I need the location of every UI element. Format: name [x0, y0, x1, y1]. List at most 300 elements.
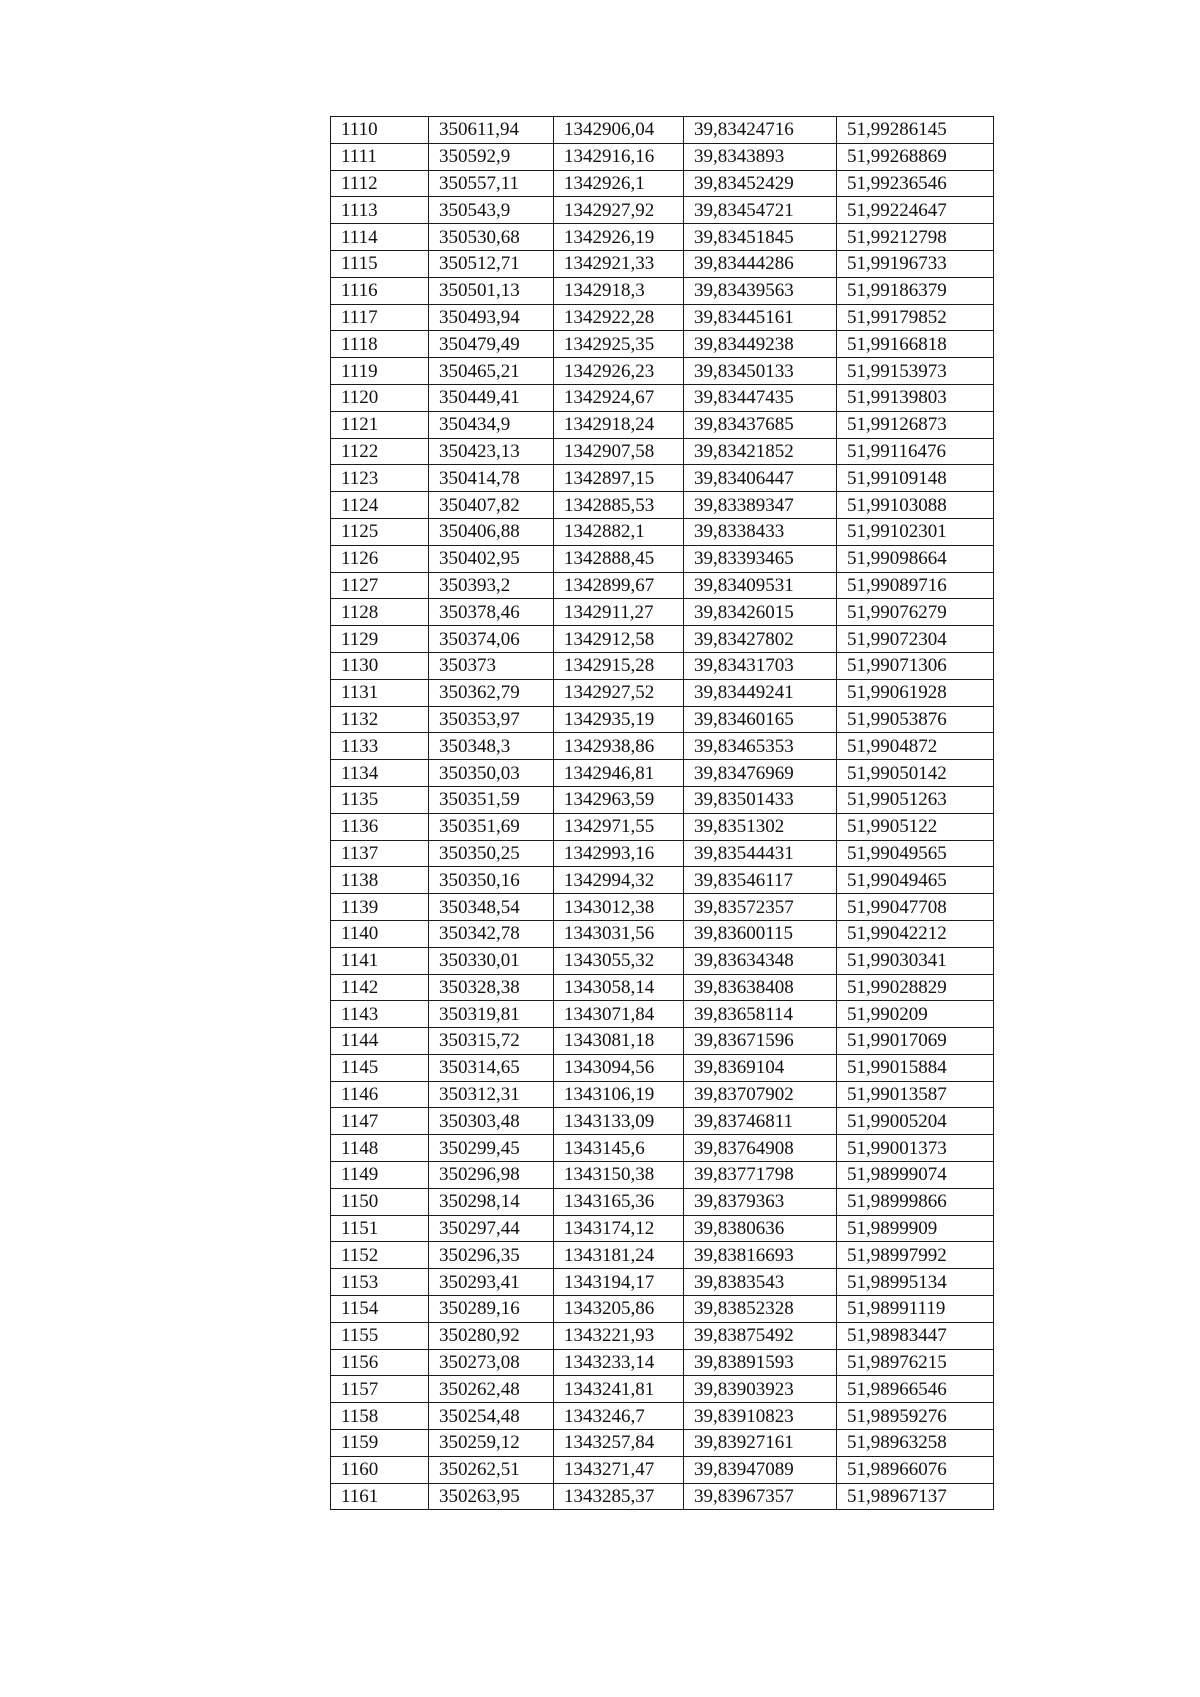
table-row — [331, 920, 994, 947]
latitude-cell: 39,83421852 — [684, 438, 837, 465]
y-coordinate-cell: 1342907,58 — [554, 438, 684, 465]
table-row — [331, 1349, 994, 1376]
x-coordinate-cell: 350501,13 — [429, 277, 554, 304]
x-coordinate-cell: 350350,03 — [429, 760, 554, 787]
point-number-cell: 1134 — [331, 760, 429, 787]
y-coordinate-cell: 1343271,47 — [554, 1456, 684, 1483]
longitude-cell: 51,99015884 — [837, 1054, 994, 1081]
latitude-cell: 39,83852328 — [684, 1296, 837, 1323]
point-number-cell: 1117 — [331, 304, 429, 331]
y-coordinate-cell: 1343106,19 — [554, 1081, 684, 1108]
latitude-cell: 39,83476969 — [684, 760, 837, 787]
table-row — [331, 143, 994, 170]
x-coordinate-cell: 350297,44 — [429, 1215, 554, 1242]
table-row — [331, 518, 994, 545]
table-row — [331, 250, 994, 277]
x-coordinate-cell: 350406,88 — [429, 518, 554, 545]
y-coordinate-cell: 1342888,45 — [554, 545, 684, 572]
longitude-cell: 51,99186379 — [837, 277, 994, 304]
latitude-cell: 39,8343893 — [684, 143, 837, 170]
table-row — [331, 1322, 994, 1349]
x-coordinate-cell: 350259,12 — [429, 1430, 554, 1457]
x-coordinate-cell: 350449,41 — [429, 384, 554, 411]
point-number-cell: 1121 — [331, 411, 429, 438]
y-coordinate-cell: 1342924,67 — [554, 384, 684, 411]
x-coordinate-cell: 350254,48 — [429, 1403, 554, 1430]
x-coordinate-cell: 350592,9 — [429, 143, 554, 170]
longitude-cell: 51,99103088 — [837, 492, 994, 519]
latitude-cell: 39,83449238 — [684, 331, 837, 358]
y-coordinate-cell: 1342918,24 — [554, 411, 684, 438]
y-coordinate-cell: 1342994,32 — [554, 867, 684, 894]
x-coordinate-cell: 350543,9 — [429, 197, 554, 224]
latitude-cell: 39,83431703 — [684, 652, 837, 679]
x-coordinate-cell: 350374,06 — [429, 626, 554, 653]
table-row — [331, 1242, 994, 1269]
longitude-cell: 51,99196733 — [837, 250, 994, 277]
table-row — [331, 277, 994, 304]
latitude-cell: 39,83501433 — [684, 786, 837, 813]
x-coordinate-cell: 350296,98 — [429, 1162, 554, 1189]
latitude-cell: 39,83437685 — [684, 411, 837, 438]
x-coordinate-cell: 350319,81 — [429, 1001, 554, 1028]
table-row — [331, 170, 994, 197]
point-number-cell: 1158 — [331, 1403, 429, 1430]
y-coordinate-cell: 1342922,28 — [554, 304, 684, 331]
point-number-cell: 1114 — [331, 224, 429, 251]
latitude-cell: 39,83671596 — [684, 1028, 837, 1055]
latitude-cell: 39,83903923 — [684, 1376, 837, 1403]
y-coordinate-cell: 1342912,58 — [554, 626, 684, 653]
longitude-cell: 51,99030341 — [837, 947, 994, 974]
table-row — [331, 492, 994, 519]
longitude-cell: 51,99179852 — [837, 304, 994, 331]
longitude-cell: 51,99051263 — [837, 786, 994, 813]
longitude-cell: 51,99005204 — [837, 1108, 994, 1135]
point-number-cell: 1123 — [331, 465, 429, 492]
y-coordinate-cell: 1343150,38 — [554, 1162, 684, 1189]
latitude-cell: 39,83427802 — [684, 626, 837, 653]
latitude-cell: 39,83449241 — [684, 679, 837, 706]
latitude-cell: 39,83600115 — [684, 920, 837, 947]
point-number-cell: 1155 — [331, 1322, 429, 1349]
table-row — [331, 411, 994, 438]
y-coordinate-cell: 1343174,12 — [554, 1215, 684, 1242]
coordinates-table — [330, 116, 994, 1510]
longitude-cell: 51,99076279 — [837, 599, 994, 626]
latitude-cell: 39,83967357 — [684, 1483, 837, 1510]
longitude-cell: 51,99212798 — [837, 224, 994, 251]
y-coordinate-cell: 1343285,37 — [554, 1483, 684, 1510]
latitude-cell: 39,83444286 — [684, 250, 837, 277]
longitude-cell: 51,99224647 — [837, 197, 994, 224]
y-coordinate-cell: 1342993,16 — [554, 840, 684, 867]
y-coordinate-cell: 1343181,24 — [554, 1242, 684, 1269]
point-number-cell: 1150 — [331, 1188, 429, 1215]
latitude-cell: 39,83454721 — [684, 197, 837, 224]
y-coordinate-cell: 1343012,38 — [554, 894, 684, 921]
point-number-cell: 1119 — [331, 358, 429, 385]
y-coordinate-cell: 1342971,55 — [554, 813, 684, 840]
x-coordinate-cell: 350350,25 — [429, 840, 554, 867]
table-row — [331, 572, 994, 599]
point-number-cell: 1118 — [331, 331, 429, 358]
point-number-cell: 1154 — [331, 1296, 429, 1323]
y-coordinate-cell: 1343221,93 — [554, 1322, 684, 1349]
latitude-cell: 39,83452429 — [684, 170, 837, 197]
y-coordinate-cell: 1343205,86 — [554, 1296, 684, 1323]
table-row — [331, 1215, 994, 1242]
y-coordinate-cell: 1342882,1 — [554, 518, 684, 545]
x-coordinate-cell: 350557,11 — [429, 170, 554, 197]
point-number-cell: 1125 — [331, 518, 429, 545]
longitude-cell: 51,98997992 — [837, 1242, 994, 1269]
x-coordinate-cell: 350512,71 — [429, 250, 554, 277]
x-coordinate-cell: 350273,08 — [429, 1349, 554, 1376]
point-number-cell: 1113 — [331, 197, 429, 224]
latitude-cell: 39,83450133 — [684, 358, 837, 385]
latitude-cell: 39,83544431 — [684, 840, 837, 867]
longitude-cell: 51,98991119 — [837, 1296, 994, 1323]
x-coordinate-cell: 350312,31 — [429, 1081, 554, 1108]
latitude-cell: 39,8351302 — [684, 813, 837, 840]
latitude-cell: 39,83451845 — [684, 224, 837, 251]
table-row — [331, 197, 994, 224]
y-coordinate-cell: 1343233,14 — [554, 1349, 684, 1376]
longitude-cell: 51,99153973 — [837, 358, 994, 385]
y-coordinate-cell: 1342935,19 — [554, 706, 684, 733]
x-coordinate-cell: 350280,92 — [429, 1322, 554, 1349]
latitude-cell: 39,83634348 — [684, 947, 837, 974]
longitude-cell: 51,99053876 — [837, 706, 994, 733]
x-coordinate-cell: 350351,69 — [429, 813, 554, 840]
point-number-cell: 1152 — [331, 1242, 429, 1269]
table-row — [331, 652, 994, 679]
longitude-cell: 51,99017069 — [837, 1028, 994, 1055]
latitude-cell: 39,8338433 — [684, 518, 837, 545]
longitude-cell: 51,9899909 — [837, 1215, 994, 1242]
table-row — [331, 545, 994, 572]
y-coordinate-cell: 1342916,16 — [554, 143, 684, 170]
y-coordinate-cell: 1342911,27 — [554, 599, 684, 626]
latitude-cell: 39,8383543 — [684, 1269, 837, 1296]
x-coordinate-cell: 350530,68 — [429, 224, 554, 251]
table-row — [331, 438, 994, 465]
point-number-cell: 1148 — [331, 1135, 429, 1162]
longitude-cell: 51,99071306 — [837, 652, 994, 679]
point-number-cell: 1130 — [331, 652, 429, 679]
longitude-cell: 51,99028829 — [837, 974, 994, 1001]
y-coordinate-cell: 1342921,33 — [554, 250, 684, 277]
y-coordinate-cell: 1343145,6 — [554, 1135, 684, 1162]
y-coordinate-cell: 1342899,67 — [554, 572, 684, 599]
y-coordinate-cell: 1342926,19 — [554, 224, 684, 251]
latitude-cell: 39,8369104 — [684, 1054, 837, 1081]
table-row — [331, 358, 994, 385]
longitude-cell: 51,98999074 — [837, 1162, 994, 1189]
point-number-cell: 1129 — [331, 626, 429, 653]
latitude-cell: 39,83406447 — [684, 465, 837, 492]
point-number-cell: 1116 — [331, 277, 429, 304]
y-coordinate-cell: 1342926,23 — [554, 358, 684, 385]
x-coordinate-cell: 350314,65 — [429, 1054, 554, 1081]
x-coordinate-cell: 350611,94 — [429, 117, 554, 144]
y-coordinate-cell: 1343246,7 — [554, 1403, 684, 1430]
latitude-cell: 39,83426015 — [684, 599, 837, 626]
point-number-cell: 1126 — [331, 545, 429, 572]
latitude-cell: 39,83546117 — [684, 867, 837, 894]
table-row — [331, 331, 994, 358]
x-coordinate-cell: 350348,54 — [429, 894, 554, 921]
y-coordinate-cell: 1342927,92 — [554, 197, 684, 224]
y-coordinate-cell: 1343257,84 — [554, 1430, 684, 1457]
x-coordinate-cell: 350351,59 — [429, 786, 554, 813]
table-row — [331, 813, 994, 840]
table-row — [331, 1296, 994, 1323]
point-number-cell: 1115 — [331, 250, 429, 277]
latitude-cell: 39,83447435 — [684, 384, 837, 411]
y-coordinate-cell: 1342918,3 — [554, 277, 684, 304]
longitude-cell: 51,98976215 — [837, 1349, 994, 1376]
y-coordinate-cell: 1342938,86 — [554, 733, 684, 760]
x-coordinate-cell: 350407,82 — [429, 492, 554, 519]
x-coordinate-cell: 350299,45 — [429, 1135, 554, 1162]
y-coordinate-cell: 1343058,14 — [554, 974, 684, 1001]
point-number-cell: 1140 — [331, 920, 429, 947]
longitude-cell: 51,99166818 — [837, 331, 994, 358]
x-coordinate-cell: 350434,9 — [429, 411, 554, 438]
x-coordinate-cell: 350353,97 — [429, 706, 554, 733]
table-row — [331, 599, 994, 626]
table-row — [331, 1108, 994, 1135]
longitude-cell: 51,99098664 — [837, 545, 994, 572]
latitude-cell: 39,83393465 — [684, 545, 837, 572]
table-row — [331, 840, 994, 867]
y-coordinate-cell: 1343055,32 — [554, 947, 684, 974]
y-coordinate-cell: 1343081,18 — [554, 1028, 684, 1055]
longitude-cell: 51,99042212 — [837, 920, 994, 947]
table-row — [331, 867, 994, 894]
x-coordinate-cell: 350296,35 — [429, 1242, 554, 1269]
y-coordinate-cell: 1343031,56 — [554, 920, 684, 947]
x-coordinate-cell: 350262,48 — [429, 1376, 554, 1403]
longitude-cell: 51,99109148 — [837, 465, 994, 492]
longitude-cell: 51,99089716 — [837, 572, 994, 599]
point-number-cell: 1147 — [331, 1108, 429, 1135]
latitude-cell: 39,83875492 — [684, 1322, 837, 1349]
latitude-cell: 39,83927161 — [684, 1430, 837, 1457]
x-coordinate-cell: 350362,79 — [429, 679, 554, 706]
point-number-cell: 1133 — [331, 733, 429, 760]
longitude-cell: 51,99116476 — [837, 438, 994, 465]
point-number-cell: 1153 — [331, 1269, 429, 1296]
x-coordinate-cell: 350262,51 — [429, 1456, 554, 1483]
y-coordinate-cell: 1343133,09 — [554, 1108, 684, 1135]
point-number-cell: 1151 — [331, 1215, 429, 1242]
point-number-cell: 1139 — [331, 894, 429, 921]
y-coordinate-cell: 1342927,52 — [554, 679, 684, 706]
point-number-cell: 1122 — [331, 438, 429, 465]
point-number-cell: 1112 — [331, 170, 429, 197]
x-coordinate-cell: 350493,94 — [429, 304, 554, 331]
latitude-cell: 39,83771798 — [684, 1162, 837, 1189]
latitude-cell: 39,83764908 — [684, 1135, 837, 1162]
point-number-cell: 1141 — [331, 947, 429, 974]
latitude-cell: 39,83389347 — [684, 492, 837, 519]
longitude-cell: 51,9905122 — [837, 813, 994, 840]
longitude-cell: 51,99268869 — [837, 143, 994, 170]
longitude-cell: 51,98959276 — [837, 1403, 994, 1430]
x-coordinate-cell: 350414,78 — [429, 465, 554, 492]
latitude-cell: 39,83707902 — [684, 1081, 837, 1108]
x-coordinate-cell: 350350,16 — [429, 867, 554, 894]
x-coordinate-cell: 350373 — [429, 652, 554, 679]
table-row — [331, 1456, 994, 1483]
point-number-cell: 1146 — [331, 1081, 429, 1108]
x-coordinate-cell: 350263,95 — [429, 1483, 554, 1510]
table-row — [331, 384, 994, 411]
latitude-cell: 39,83439563 — [684, 277, 837, 304]
latitude-cell: 39,83947089 — [684, 1456, 837, 1483]
longitude-cell: 51,99049565 — [837, 840, 994, 867]
y-coordinate-cell: 1342926,1 — [554, 170, 684, 197]
y-coordinate-cell: 1342906,04 — [554, 117, 684, 144]
longitude-cell: 51,98967137 — [837, 1483, 994, 1510]
point-number-cell: 1145 — [331, 1054, 429, 1081]
point-number-cell: 1156 — [331, 1349, 429, 1376]
longitude-cell: 51,99061928 — [837, 679, 994, 706]
x-coordinate-cell: 350465,21 — [429, 358, 554, 385]
table-row — [331, 1162, 994, 1189]
longitude-cell: 51,99139803 — [837, 384, 994, 411]
x-coordinate-cell: 350328,38 — [429, 974, 554, 1001]
table-row — [331, 1269, 994, 1296]
longitude-cell: 51,99050142 — [837, 760, 994, 787]
table-row — [331, 706, 994, 733]
latitude-cell: 39,83460165 — [684, 706, 837, 733]
table-row — [331, 894, 994, 921]
longitude-cell: 51,99286145 — [837, 117, 994, 144]
table-row — [331, 1001, 994, 1028]
table-row — [331, 1188, 994, 1215]
x-coordinate-cell: 350378,46 — [429, 599, 554, 626]
longitude-cell: 51,98983447 — [837, 1322, 994, 1349]
longitude-cell: 51,9904872 — [837, 733, 994, 760]
point-number-cell: 1159 — [331, 1430, 429, 1457]
point-number-cell: 1149 — [331, 1162, 429, 1189]
x-coordinate-cell: 350298,14 — [429, 1188, 554, 1215]
latitude-cell: 39,83572357 — [684, 894, 837, 921]
y-coordinate-cell: 1342885,53 — [554, 492, 684, 519]
y-coordinate-cell: 1343194,17 — [554, 1269, 684, 1296]
table-row — [331, 760, 994, 787]
x-coordinate-cell: 350315,72 — [429, 1028, 554, 1055]
table-row — [331, 1483, 994, 1510]
longitude-cell: 51,98966546 — [837, 1376, 994, 1403]
x-coordinate-cell: 350303,48 — [429, 1108, 554, 1135]
table-row — [331, 679, 994, 706]
x-coordinate-cell: 350479,49 — [429, 331, 554, 358]
point-number-cell: 1137 — [331, 840, 429, 867]
point-number-cell: 1136 — [331, 813, 429, 840]
longitude-cell: 51,99236546 — [837, 170, 994, 197]
longitude-cell: 51,98995134 — [837, 1269, 994, 1296]
x-coordinate-cell: 350423,13 — [429, 438, 554, 465]
y-coordinate-cell: 1342925,35 — [554, 331, 684, 358]
y-coordinate-cell: 1342963,59 — [554, 786, 684, 813]
latitude-cell: 39,83891593 — [684, 1349, 837, 1376]
table-row — [331, 1403, 994, 1430]
table-row — [331, 733, 994, 760]
point-number-cell: 1157 — [331, 1376, 429, 1403]
longitude-cell: 51,990209 — [837, 1001, 994, 1028]
x-coordinate-cell: 350289,16 — [429, 1296, 554, 1323]
longitude-cell: 51,99102301 — [837, 518, 994, 545]
y-coordinate-cell: 1343165,36 — [554, 1188, 684, 1215]
point-number-cell: 1127 — [331, 572, 429, 599]
latitude-cell: 39,83658114 — [684, 1001, 837, 1028]
latitude-cell: 39,83424716 — [684, 117, 837, 144]
point-number-cell: 1132 — [331, 706, 429, 733]
longitude-cell: 51,98963258 — [837, 1430, 994, 1457]
point-number-cell: 1144 — [331, 1028, 429, 1055]
point-number-cell: 1135 — [331, 786, 429, 813]
x-coordinate-cell: 350393,2 — [429, 572, 554, 599]
point-number-cell: 1160 — [331, 1456, 429, 1483]
latitude-cell: 39,83910823 — [684, 1403, 837, 1430]
latitude-cell: 39,83465353 — [684, 733, 837, 760]
latitude-cell: 39,83409531 — [684, 572, 837, 599]
longitude-cell: 51,99001373 — [837, 1135, 994, 1162]
point-number-cell: 1124 — [331, 492, 429, 519]
latitude-cell: 39,83746811 — [684, 1108, 837, 1135]
latitude-cell: 39,8379363 — [684, 1188, 837, 1215]
latitude-cell: 39,83638408 — [684, 974, 837, 1001]
x-coordinate-cell: 350293,41 — [429, 1269, 554, 1296]
longitude-cell: 51,99049465 — [837, 867, 994, 894]
y-coordinate-cell: 1343071,84 — [554, 1001, 684, 1028]
table-row — [331, 1135, 994, 1162]
latitude-cell: 39,83816693 — [684, 1242, 837, 1269]
coordinates-table-body — [331, 117, 994, 1510]
longitude-cell: 51,99126873 — [837, 411, 994, 438]
table-row — [331, 1054, 994, 1081]
table-row — [331, 117, 994, 144]
point-number-cell: 1161 — [331, 1483, 429, 1510]
table-row — [331, 974, 994, 1001]
table-row — [331, 1081, 994, 1108]
table-row — [331, 1028, 994, 1055]
latitude-cell: 39,8380636 — [684, 1215, 837, 1242]
table-row — [331, 1430, 994, 1457]
longitude-cell: 51,99072304 — [837, 626, 994, 653]
point-number-cell: 1110 — [331, 117, 429, 144]
point-number-cell: 1142 — [331, 974, 429, 1001]
point-number-cell: 1138 — [331, 867, 429, 894]
y-coordinate-cell: 1342946,81 — [554, 760, 684, 787]
longitude-cell: 51,99047708 — [837, 894, 994, 921]
table-row — [331, 1376, 994, 1403]
table-row — [331, 626, 994, 653]
point-number-cell: 1143 — [331, 1001, 429, 1028]
table-row — [331, 304, 994, 331]
x-coordinate-cell: 350330,01 — [429, 947, 554, 974]
x-coordinate-cell: 350402,95 — [429, 545, 554, 572]
y-coordinate-cell: 1343241,81 — [554, 1376, 684, 1403]
latitude-cell: 39,83445161 — [684, 304, 837, 331]
table-row — [331, 947, 994, 974]
x-coordinate-cell: 350348,3 — [429, 733, 554, 760]
